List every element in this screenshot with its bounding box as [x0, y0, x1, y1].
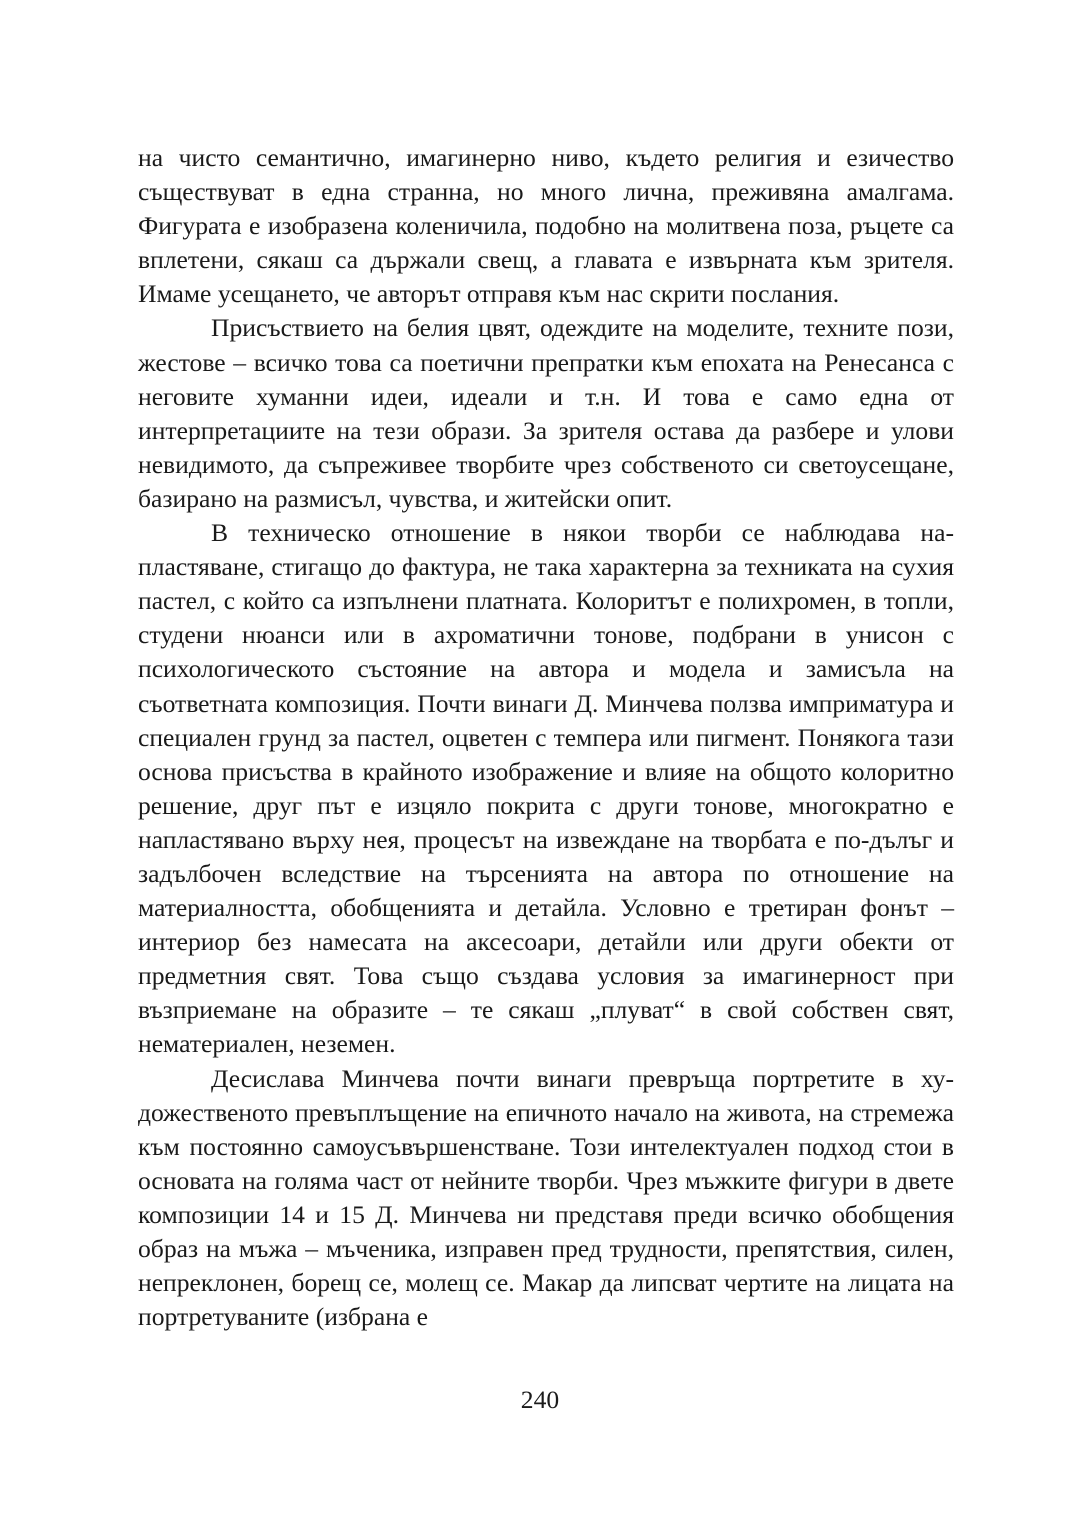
page-number: 240 [520, 1385, 560, 1414]
paragraph-4: Десислава Минчева почти винаги превръща портретите в художественото превъплъщение на епичното начало на живота, на стремежа към постоянно самоусъвършенстване. Този интелектуален подход стои в основата на голяма част от нейните творби. Чрез мъжките фигури в двете композиции 14 и 15 Д. Минчева ни представя преди всичко обобщения образ на мъжа – мъченика, изправен пред трудности, препятствия, силен, непреклонен, борещ се, молещ се. Макар да липсват чертите на лицата на портретуваните (избрана е [138, 1063, 954, 1332]
body-text [138, 141, 954, 1334]
paragraph-3: В техническо отношение в някои творби се наблюдава напластяване, стигащо до фактура, не така характерна за техниката на сухия пастел, с който са изпълнени платната. Колоритът е полихромен, в топли, студени нюанси или в ахроматични тонове, подбрани в унисон с психологическото състояние на автора и модела и замисъла на съответната композиция. Почти винаги Д. Минчева ползва имприматура и специален грунд за пастел, оцветен с темпера или пигмент. Понякога тази основа присъства в крайното изображение и влияе на общото колоритно решение, друг път е изцяло покрита с други тонове, многократно е напластявано върху нея, процесът на извеждане на творбата е по-дълъг и задълбочен вследствие на търсенията на автора по отношение на материалността, обобщенията и детайла. Условно е третиран фонът – интериор без намесата на аксесоари, детайли или други обекти от предметния свят. Това също създава условия за имагинерност при възприемане на образите – те сякаш „плуват“ в свой собствен свят, нематериален, неземен. [138, 518, 954, 1059]
paragraph-2: Присъствието на белия цвят, одеждите на моделите, техните пози, жестове – всичко това са поетични препратки към епохата на Ренесанса с неговите хуманни идеи, идеали и т.н. И това е само една от интерпретациите на тези образи. За зрителя остава да разбере и улови невидимото, да съпреживее творбите чрез собственото си светоусещане, базирано на размисъл, чувства, и житейски опит. [138, 313, 954, 513]
paragraph-1: на чисто семантично, имагинерно ниво, където религия и езичество съществуват в една странна, но много лична, преживяна амалгама. Фигурата е изобразена коленичила, подобно на молитвена поза, ръцете са вплетени, сякаш са държали свещ, а главата е извърната към зрителя. Имаме усещането, че авторът отправя към нас скрити послания. [138, 143, 954, 309]
